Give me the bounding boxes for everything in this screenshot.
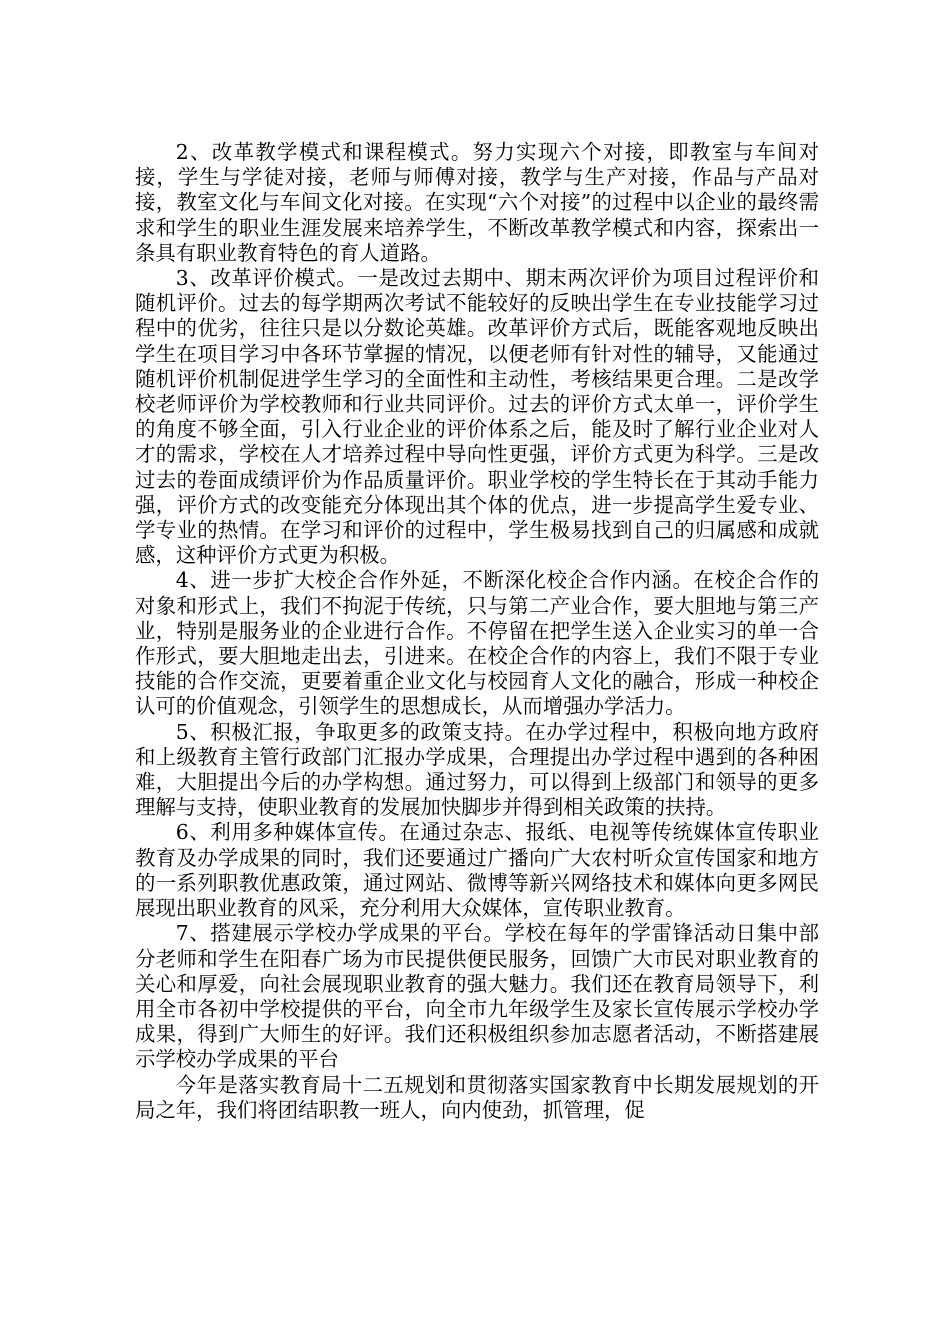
paragraph-school-enterprise-cooperation: 4、进一步扩大校企合作外延，不断深化校企合作内涵。在校企合作的对象和形式上，我们不拘泥于传统，只与第二产业合作，要大胆地与第三产业，特别是服务业的企业进行合作。不停留在把学生送入企业实习的单一合作形式，要大胆地走出去，引进来。在校企合作的内容上，我们不限于专业技能的合作交流，更要着重企业文化与校园育人文化的融合，形成一种校企认可的价值观念，引领学生的思想成长，从而增强办学活力。	[135, 568, 819, 719]
paragraph-showcase-platform: 7、搭建展示学校办学成果的平台。学校在每年的学雷锋活动日集中部分老师和学生在阳春广场为市民提供便民服务，回馈广大市民对职业教育的关心和厚爱，向社会展现职业教育的强大魅力。我们还在教育局领导下，利用全市各初中学校提供的平台，向全市九年级学生及家长宣传展示学校办学成果，得到广大师生的好评。我们还积极组织参加志愿者活动，不断搭建展示学校办学成果的平台	[135, 921, 819, 1072]
document-page	[135, 140, 819, 1123]
paragraph-evaluation-reform: 3、改革评价模式。一是改过去期中、期末两次评价为项目过程评价和随机评价。过去的每学期两次考试不能较好的反映出学生在专业技能学习过程中的优劣，往往只是以分数论英雄。改革评价方式后，既能客观地反映出学生在项目学习中各环节掌握的情况，以便老师有针对性的辅导，又能通过随机评价机制促进学生学习的全面性和主动性，考核结果更合理。二是改学校老师评价为学校教师和行业共同评价。过去的评价方式太单一，评价学生的角度不够全面，引入行业企业的评价体系之后，能及时了解行业企业对人才的需求，学校在人才培养过程中导向性更强，评价方式更为科学。三是改过去的卷面成绩评价为作品质量评价。职业学校的学生特长在于其动手能力强，评价方式的改变能充分体现出其个体的优点，进一步提高学生爱专业、学专业的热情。在学习和评价的过程中，学生极易找到自己的归属感和成就感，这种评价方式更为积极。	[135, 266, 819, 568]
paragraph-curriculum-reform: 2、改革教学模式和课程模式。努力实现六个对接，即教室与车间对接，学生与学徒对接，老师与师傅对接，教学与生产对接，作品与产品对接，教室文化与车间文化对接。在实现“六个对接”的过程中以企业的最终需求和学生的职业生涯发展来培养学生，不断改革教学模式和内容，探索出一条具有职业教育特色的育人道路。	[135, 140, 819, 265]
paragraph-annual-plan: 今年是落实教育局十二五规划和贯彻落实国家教育中长期发展规划的开局之年，我们将团结职教一班人，向内使劲，抓管理，促	[135, 1072, 819, 1122]
paragraph-policy-support: 5、积极汇报，争取更多的政策支持。在办学过程中，积极向地方政府和上级教育主管行政部门汇报办学成果，合理提出办学过程中遇到的各种困难，大胆提出今后的办学构想。通过努力，可以得到上级部门和领导的更多理解与支持，使职业教育的发展加快脚步并得到相关政策的扶持。	[135, 719, 819, 820]
paragraph-media-promotion: 6、利用多种媒体宣传。在通过杂志、报纸、电视等传统媒体宣传职业教育及办学成果的同时，我们还要通过广播向广大农村听众宣传国家和地方的一系列职教优惠政策，通过网站、微博等新兴网络技术和媒体向更多网民展现出职业教育的风采，充分利用大众媒体，宣传职业教育。	[135, 820, 819, 921]
